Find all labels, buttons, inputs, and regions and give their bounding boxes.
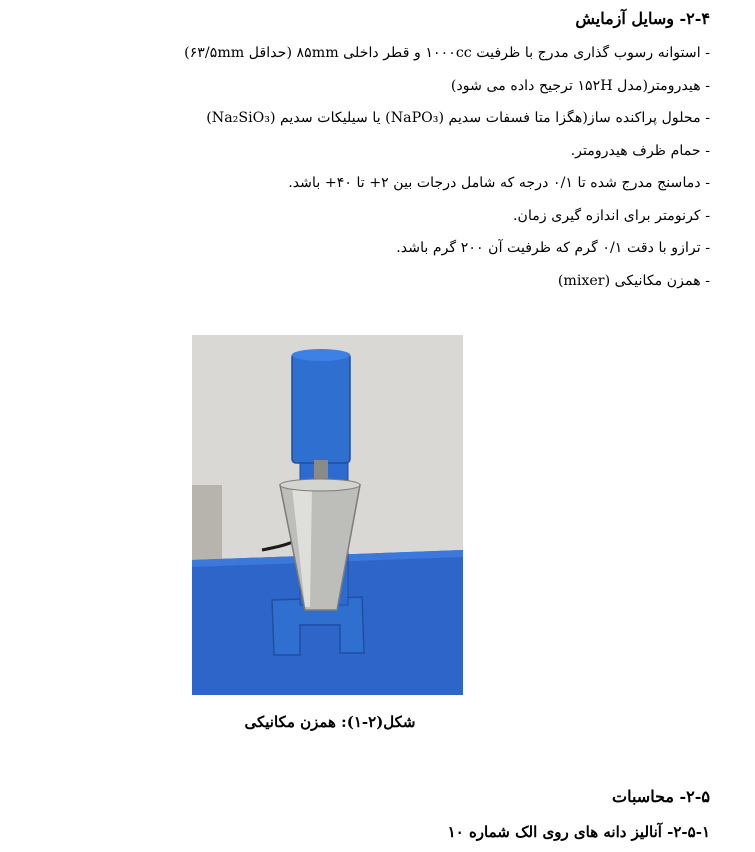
list-item: - همزن مکانیکی (mixer)	[557, 272, 710, 289]
sieve-analysis-heading: ۲-۵-۱- آنالیز دانه های روی الک شماره ۱۰	[447, 823, 710, 841]
list-item: - هیدرومتر(مدل ۱۵۲H ترجیح داده می شود)	[450, 77, 710, 94]
list-item: - استوانه رسوب گذاری مدرج با ظرفیت ۱۰۰۰cc و قطر داخلی ۸۵mm (حداقل ۶۳/۵mm)	[184, 45, 710, 61]
list-item: - کرنومتر برای اندازه گیری زمان.	[513, 207, 710, 224]
list-item: - محلول پراکنده ساز(هگزا متا فسفات سدیم (NaPO₃) یا سیلیکات سدیم (Na₂SiO₃)	[206, 110, 710, 126]
list-item: - دماسنج مدرج شده تا ۰/۱ درجه که شامل درجات بین ۲+ تا ۴۰+ باشد.	[288, 175, 710, 191]
figure-caption: شکل(۲-۱): همزن مکانیکی	[244, 713, 416, 731]
section-heading: ۲-۴- وسایل آزمایش	[575, 9, 710, 28]
equipment-list	[20, 40, 710, 300]
list-item: - ترازو با دقت ۰/۱ گرم که ظرفیت آن ۲۰۰ گرم باشد.	[396, 240, 710, 256]
motor-housing	[292, 353, 350, 463]
mixer-illustration	[192, 335, 463, 695]
list-item: - حمام ظرف هیدرومتر.	[570, 142, 710, 159]
calculations-heading: ۲-۵- محاسبات	[612, 787, 710, 806]
mechanical-mixer-photo	[192, 335, 463, 695]
